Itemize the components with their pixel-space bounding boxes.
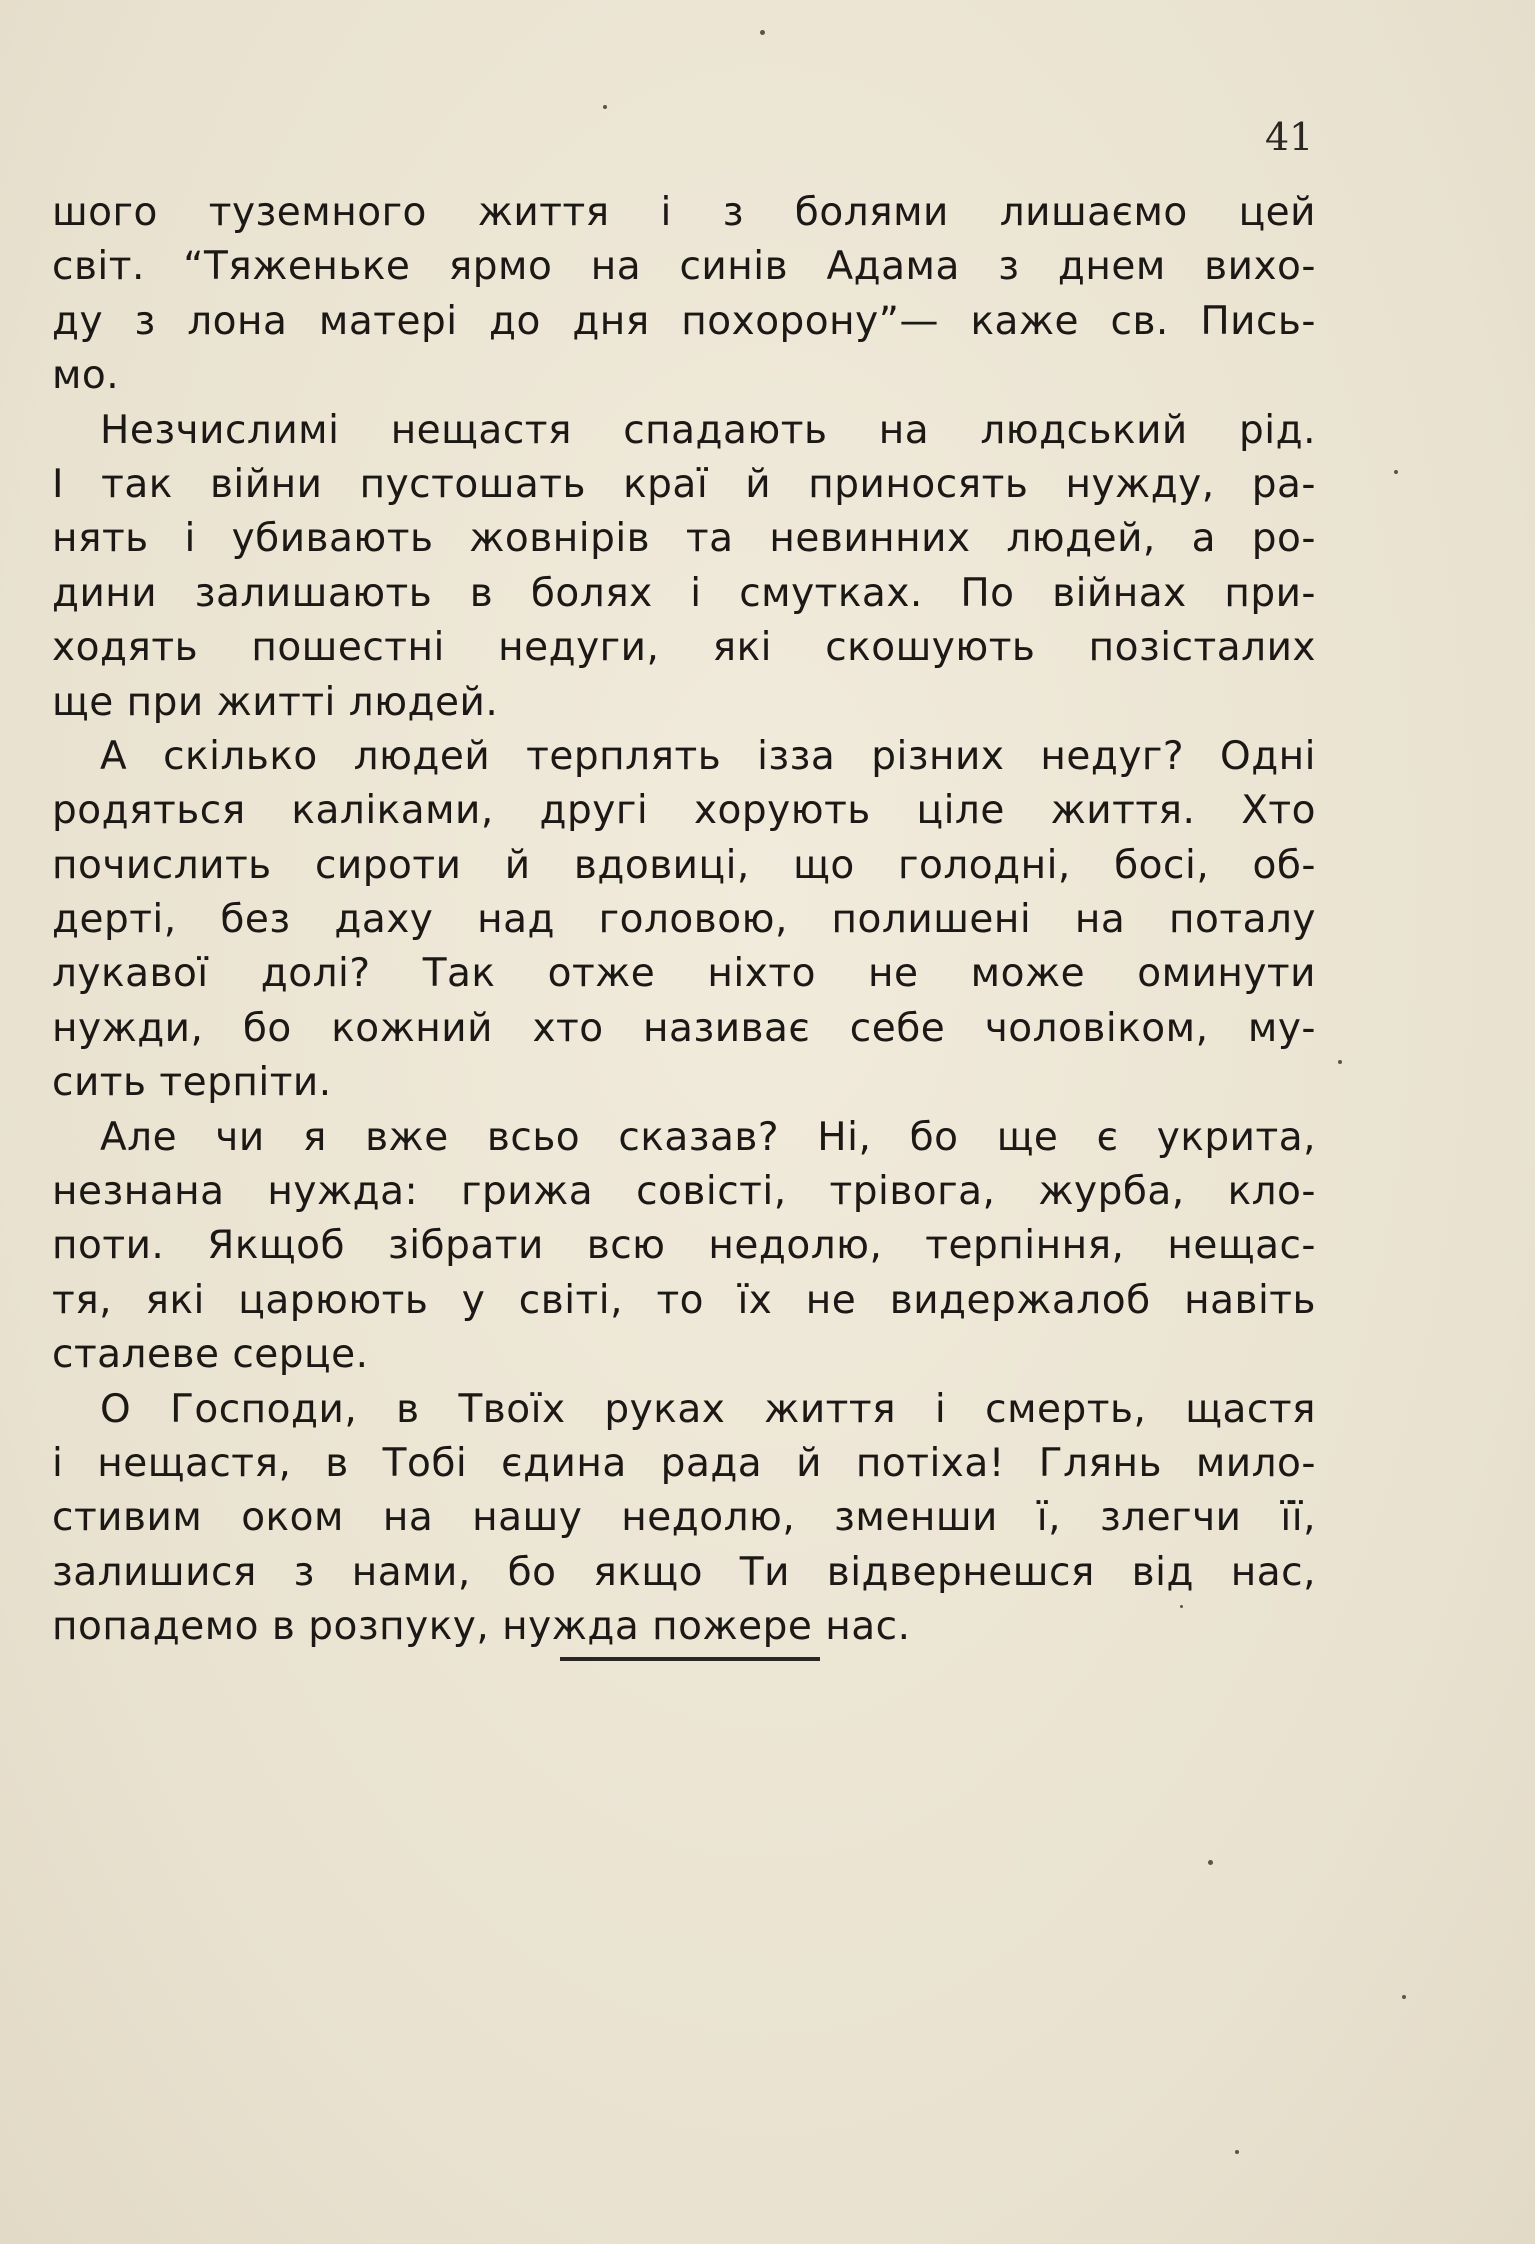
text-line: нять і убивають жовнірів та невинних людей, а ро-	[52, 516, 1316, 562]
paper-speck	[1402, 1995, 1406, 1999]
text-line: лукавої долі? Так отже ніхто не може оминути	[52, 951, 1316, 997]
text-line: сталеве серце.	[52, 1332, 369, 1378]
text-line: світ. “Тяженьке ярмо на синів Адама з днем вихо-	[52, 244, 1316, 290]
text-line: родяться каліками, другі хорують ціле життя. Хто	[52, 788, 1316, 834]
text-line: сить терпіти.	[52, 1060, 332, 1106]
text-line: Але чи я вже всьо сказав? Ні, бо ще є укрита,	[100, 1114, 1316, 1160]
paper-speck	[1180, 1605, 1183, 1608]
section-end-rule	[560, 1657, 820, 1661]
text-line: тя, які царюють у світі, то їх не видержалоб навіть	[52, 1277, 1316, 1323]
paper-speck	[1338, 1060, 1342, 1064]
page-number: 41	[1265, 115, 1314, 159]
text-line: залишися з нами, бо якщо Ти відвернешся від нас,	[52, 1549, 1316, 1595]
text-line: О Господи, в Твоїх руках життя і смерть, щастя	[100, 1386, 1316, 1432]
text-line: шого туземного життя і з болями лишаємо цей	[52, 190, 1316, 235]
text-line: дерті, без даху над головою, полишені на поталу	[52, 897, 1316, 943]
text-line: нужди, бо кожний хто називає себе чоловіком, му-	[52, 1005, 1316, 1051]
text-line: ду з лона матері до дня похорону”— каже св. Пись-	[52, 298, 1316, 344]
text-line: і нещастя, в Тобі єдина рада й потіха! Глянь мило-	[52, 1440, 1316, 1486]
text-line: ще при житті людей.	[52, 679, 499, 725]
text-line: А скілько людей терплять ізза різних недуг? Одні	[100, 733, 1316, 779]
page-text	[52, 186, 1316, 1655]
text-line: незнана нужда: грижа совісті, трівога, журба, кло-	[52, 1169, 1316, 1215]
text-line: мо.	[52, 353, 120, 399]
text-line: ходять пошестні недуги, які скошують позісталих	[52, 625, 1316, 671]
text-line: поти. Якщоб зібрати всю недолю, терпіння, нещас-	[52, 1223, 1316, 1269]
paper-speck	[603, 105, 607, 109]
paper-speck	[1208, 1860, 1213, 1865]
paper-speck	[1394, 470, 1398, 474]
text-line: дини залишають в болях і смутках. По війнах при-	[52, 570, 1316, 616]
text-line: стивим оком на нашу недолю, зменши ї, злегчи її,	[52, 1495, 1316, 1541]
paper-speck	[1235, 2150, 1239, 2154]
paper-speck	[760, 30, 765, 35]
text-line: попадемо в розпуку, нужда пожере нас.	[52, 1604, 911, 1650]
text-line: почислить сироти й вдовиці, що голодні, босі, об-	[52, 842, 1316, 888]
text-line: Незчислимі нещастя спадають на людський рід.	[100, 407, 1316, 453]
text-line: І так війни пустошать краї й приносять нужду, ра-	[52, 461, 1316, 507]
